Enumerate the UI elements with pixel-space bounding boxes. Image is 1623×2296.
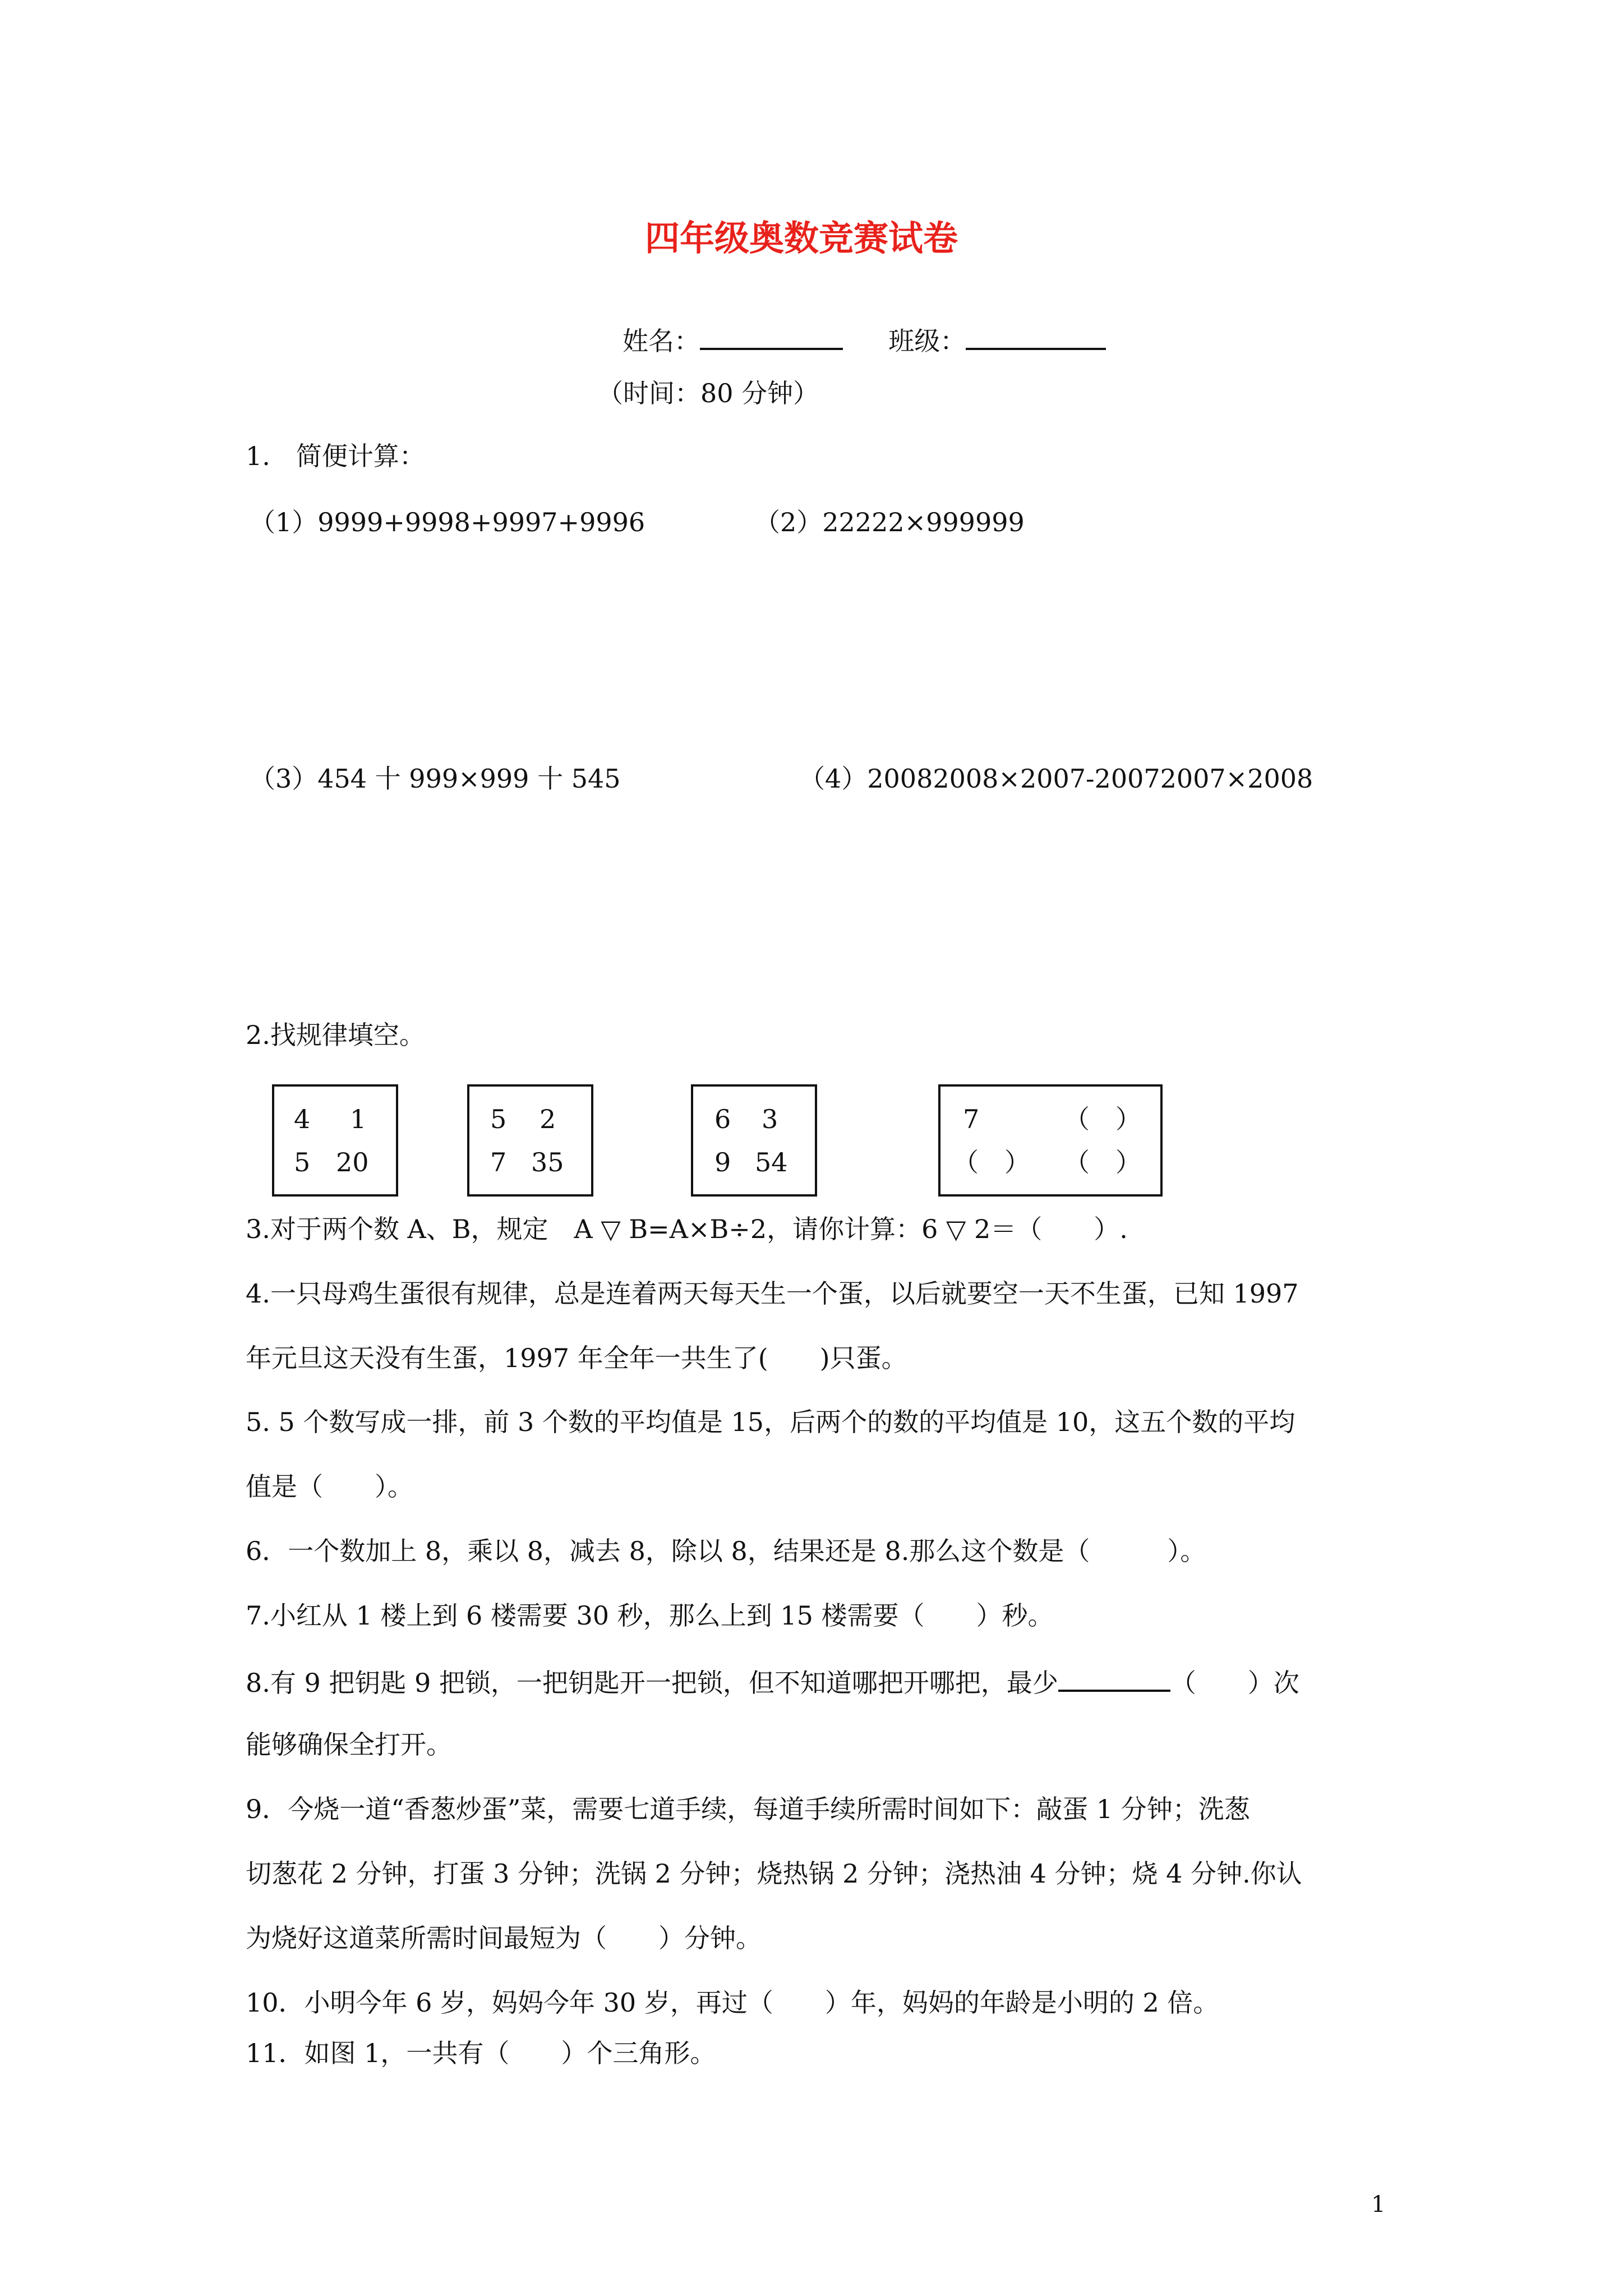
q8-line2: 能够确保全打开。 bbox=[246, 1729, 452, 1760]
pattern-cell: 7 bbox=[490, 1147, 507, 1177]
pattern-cell: 9 bbox=[714, 1147, 731, 1177]
pattern-cell: 6 bbox=[714, 1104, 731, 1134]
page-title: 四年级奥数竞赛试卷 bbox=[645, 218, 958, 259]
q10-text: 10．小明今年 6 岁，妈妈今年 30 岁，再过（ ）年，妈妈的年龄是小明的 2 倍。 bbox=[246, 1987, 1219, 2018]
q8-answer-blank[interactable] bbox=[1058, 1667, 1170, 1692]
q8-text-end: （ ）次 bbox=[1170, 1668, 1299, 1698]
q9-line3: 为烧好这道菜所需时间最短为（ ）分钟。 bbox=[246, 1923, 762, 1953]
page-number: 1 bbox=[1371, 2192, 1386, 2217]
q8-text: 8.有 9 把钥匙 9 把锁，一把钥匙开一把锁，但不知道哪把开哪把，最少 bbox=[246, 1668, 1058, 1698]
pattern-answer-blank[interactable]: （ ） bbox=[1064, 1104, 1141, 1134]
q1-part2: （2）22222×999999 bbox=[754, 507, 1025, 537]
q5-line1: 5. 5 个数写成一排，前 3 个数的平均值是 15，后两个的数的平均值是 10，这五个数的平均 bbox=[246, 1407, 1295, 1437]
q2-heading: 2.找规律填空。 bbox=[246, 1020, 425, 1050]
pattern-cell: 5 bbox=[294, 1147, 311, 1177]
q3-text: 3.对于两个数 A、B，规定 A ▽ B=A×B÷2，请你计算：6 ▽ 2＝（ ）. bbox=[246, 1214, 1128, 1244]
pattern-cell: 54 bbox=[755, 1147, 788, 1177]
pattern-cell: 7 bbox=[963, 1104, 980, 1134]
class-label: 班级： bbox=[888, 326, 966, 356]
q11-text: 11．如图 1，一共有（ ）个三角形。 bbox=[246, 2038, 716, 2068]
q7-text: 7.小红从 1 楼上到 6 楼需要 30 秒，那么上到 15 楼需要（ ）秒。 bbox=[246, 1600, 1054, 1631]
q1-part4: （4）20082008×2007-20072007×2008 bbox=[799, 763, 1313, 794]
q1-part3: （3）454 十 999×999 十 545 bbox=[250, 763, 621, 794]
q9-line1: 9．今烧一道“香葱炒蛋”菜，需要七道手续，每道手续所需时间如下：敲蛋 1 分钟；洗葱 bbox=[246, 1794, 1250, 1824]
q4-line1: 4.一只母鸡生蛋很有规律，总是连着两天每天生一个蛋，以后就要空一天不生蛋，已知 1997 bbox=[246, 1278, 1299, 1309]
class-blank[interactable] bbox=[966, 325, 1106, 350]
pattern-box-2 bbox=[467, 1084, 593, 1197]
time-note: （时间：80 分钟） bbox=[597, 378, 819, 408]
q9-line2: 切葱花 2 分钟，打蛋 3 分钟；洗锅 2 分钟；烧热锅 2 分钟；浇热油 4 分钟；烧 4 分钟.你认 bbox=[246, 1858, 1302, 1889]
pattern-cell: 5 bbox=[490, 1104, 507, 1134]
pattern-cell: 35 bbox=[531, 1147, 564, 1177]
pattern-answer-blank[interactable]: （ ） bbox=[1064, 1147, 1141, 1177]
pattern-box-1 bbox=[272, 1084, 398, 1197]
q1-part1: （1）9999+9998+9997+9996 bbox=[250, 507, 645, 537]
q6-text: 6．一个数加上 8，乘以 8，减去 8，除以 8，结果还是 8.那么这个数是（ ）。 bbox=[246, 1536, 1206, 1566]
pattern-cell: 1 bbox=[350, 1104, 367, 1134]
pattern-cell: 20 bbox=[336, 1147, 369, 1177]
pattern-cell: 3 bbox=[762, 1104, 778, 1134]
q1-heading: 1. 简便计算： bbox=[246, 441, 425, 471]
q8-line1 bbox=[246, 1667, 1299, 1696]
name-blank[interactable] bbox=[700, 325, 843, 350]
pattern-box-3 bbox=[691, 1084, 817, 1197]
name-label: 姓名： bbox=[623, 326, 700, 356]
pattern-answer-blank[interactable]: （ ） bbox=[953, 1147, 1030, 1177]
pattern-box-4 bbox=[938, 1084, 1163, 1197]
pattern-cell: 4 bbox=[294, 1104, 311, 1134]
name-field bbox=[623, 325, 1106, 354]
q5-line2: 值是（ ）。 bbox=[246, 1471, 413, 1502]
q4-line2: 年元旦这天没有生蛋，1997 年全年一共生了( )只蛋。 bbox=[246, 1343, 907, 1373]
pattern-cell: 2 bbox=[540, 1104, 556, 1134]
